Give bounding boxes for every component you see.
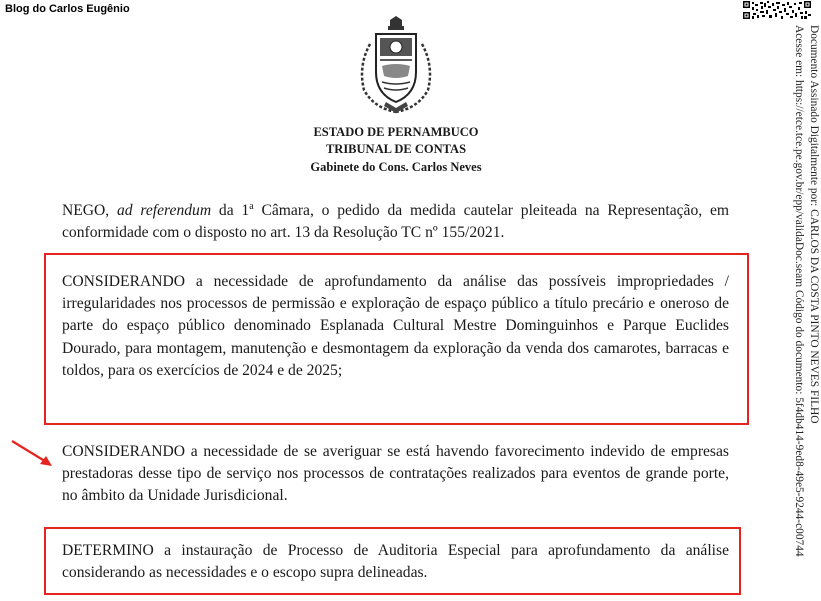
validation-line: Acesse em: https://etce.tce.pe.gov.br/epp/validaDoc.seam Código do documento: 5f4db414-9ed8-49e5-9244-c00744: [793, 25, 805, 557]
paragraph-determination: DETERMINO a instauração de Processo de Auditoria Especial para aprofundamento da análise considerando as necessidades e o escopo supra delineadas.: [62, 542, 729, 582]
header-state: ESTADO DE PERNAMBUCO: [313, 125, 479, 139]
qr-code-icon: [743, 1, 811, 19]
paragraph-decision: NEGO, ad referendum da 1$^a$ Câmara, o pedido da medida cautelar pleiteada na Representação, em conformidade com o disposto no art. 13 da Resolução TC nº 155/2021.: [62, 200, 729, 242]
signature-line: Documento Assinado Digitalmente por: CARLOS DA COSTA PINTO NEVES FILHO: [808, 25, 820, 424]
arrow-icon: [8, 438, 56, 470]
header-court: TRIBUNAL DE CONTAS: [325, 142, 467, 156]
blog-watermark: Blog do Carlos Eugênio: [5, 3, 130, 15]
paragraph-considering-1: CONSIDERANDO a necessidade de aprofundamento da análise das possíveis impropriedades / irregularidades nos processos de permissão e exploração de espaço público a título precário e oneroso de parte do espaço público denominado Esplanada Cultural Mestre Dominguinhos e Parque Euclides Dourado, para montagem, manutenção e desmontagem da exploração da venda dos camarotes, barracas e toldos, para os exercícios de 2024 e de 2025;: [62, 273, 729, 379]
header-office: Gabinete do Cons. Carlos Neves: [310, 160, 482, 174]
coat-of-arms-icon: [350, 16, 442, 116]
signature-note: [791, 25, 821, 557]
paragraph-considering-2: CONSIDERANDO a necessidade de se averiguar se está havendo favorecimento indevido de empresas prestadoras desse tipo de serviço nos processos de contratações realizados para eventos de grande porte, no âmbito da Unidade Jurisdicional.: [62, 443, 729, 505]
